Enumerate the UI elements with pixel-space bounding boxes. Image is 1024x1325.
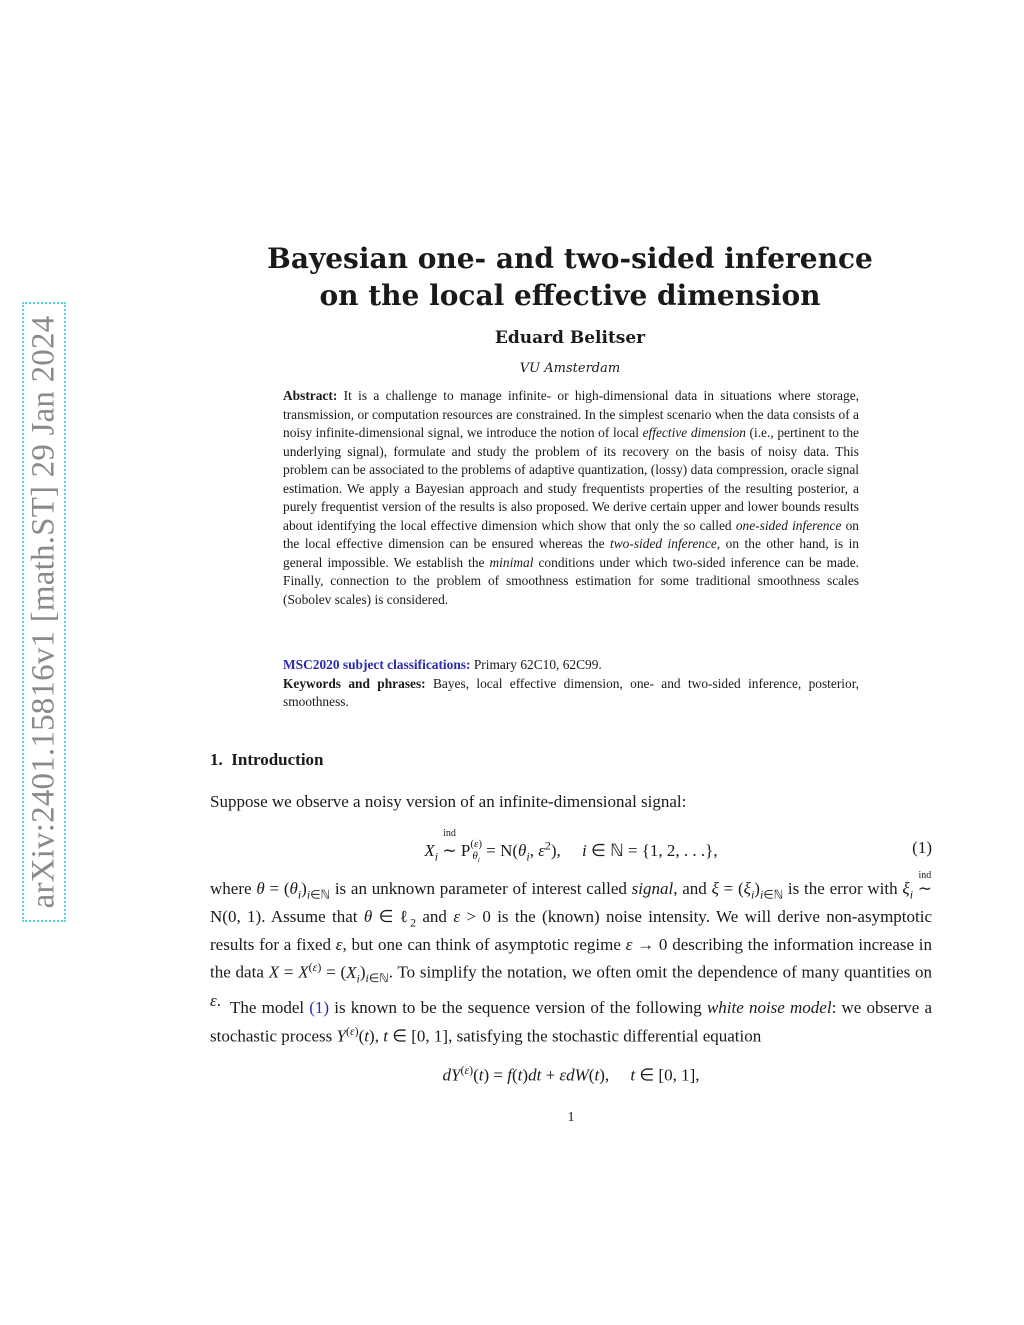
white-noise-model-term: white noise model <box>706 998 832 1017</box>
abstract-text-3: on the local effective dimension can be ensured whereas the <box>283 517 859 551</box>
abstract-text-5: conditions under which two-sided inference can be made. Finally, connection to the problem of smoothness estimation for some traditional smoothness scales (Sobolev scales) is considered. <box>283 554 859 607</box>
intro-paragraph-3: The model (1) is known to be the sequence version of the following white noise model: we observe a stochastic process $Y^{(\varepsilon)}(t)$, t ∈ [0, 1], satisfying the stochastic differential equation <box>210 998 933 1046</box>
abstract-text-2: (i.e., pertinent to the underlying signal), formulate and study the problem of its recovery on the basis of noisy data. This problem can be associated to the problems of adaptive quantization, (lossy) data compression, oracle signal estimation. We apply a Bayesian approach and study frequentists properties of the resulting posterior, a purely frequentist version of the results is also proposed. We derive certain upper and lower bounds results about identifying the local effective dimension which show that only the so called <box>283 425 859 533</box>
author-name: Eduard Belitser <box>494 328 646 348</box>
title-line-1: Bayesian one- and two-sided inference <box>267 242 873 275</box>
abstract-text-1: It is a challenge to manage infinite- or high-dimensional data in situations where storage, transmission, or computation resources are constrained. In the simplest scenario when the data consists of a noisy infinite-dimensional signal, we introduce the notion of local <box>283 388 859 440</box>
abstract-label: Abstract: <box>283 388 338 403</box>
p2-t3: is the error with <box>787 879 898 898</box>
abstract-emphasis-3: two-sided inference <box>610 536 717 551</box>
p2-t8: describing the information increase in the data <box>210 934 933 982</box>
keywords-label: Keywords and phrases: <box>283 675 426 691</box>
intro-paragraph-1: Suppose we observe a noisy version of an infinite-dimensional signal: <box>210 792 687 811</box>
p2-t5: and <box>422 906 447 926</box>
title-line-2: on the local effective dimension <box>319 279 821 312</box>
arxiv-identifier: arXiv:2401.15816v1 [math.ST] 29 Jan 2024 <box>25 315 62 909</box>
ind-label-2: ind <box>918 870 932 881</box>
paper-title <box>210 240 930 314</box>
p3-a: The model <box>230 998 305 1017</box>
equation-2-body: $dY^{(\varepsilon)}(t) = f(t)dt + \varepsilon dW(t)$, t ∈ [0, 1], <box>442 1063 700 1085</box>
keywords-value: Bayes, local effective dimension, one- and two-sided inference, posterior, smoothness. <box>283 675 859 709</box>
p2-t1: is an unknown parameter of interest called <box>334 879 627 898</box>
equation-2 <box>210 1063 932 1086</box>
section-number: 1. <box>210 750 223 769</box>
abstract-emphasis-4: minimal <box>489 554 534 570</box>
p2-t2: , and <box>673 879 707 898</box>
p2-t6: is the (known) noise intensity. We will derive non-asymptotic results for a fixed <box>210 906 933 954</box>
p2-t9: . To simplify the notation, we often omit the dependence of many quantities on <box>388 962 933 982</box>
abstract-text-4: , on the other hand, is in general impossible. We establish the <box>283 536 859 570</box>
section-heading <box>210 750 324 770</box>
ind-label: ind <box>443 828 456 839</box>
p3-c: : we observe a stochastic process <box>210 998 933 1046</box>
msc-value: Primary 62C10, 62C99. <box>473 657 602 672</box>
intro-paragraph-2: where $\theta = (\theta_i)_{i\in ℕ}$ is an unknown parameter of interest called signal, and $\xi = (\xi_i)_{i\in ℕ}$ is the error with $\xi_i$ ∼ ind N(0, 1). Assume that θ ∈ ℓ$_2$ and ε > 0 is the (known) noise intensity. We will derive non-asymptotic results for a fixed ε, but one can think of asymptotic regime ε → 0 describing the information increase in the data $X = X^{(\varepsilon)} = (X_i)_{i\in ℕ}$. To simplify the notation, we often omit the dependence of many quantities on ε. <box>210 878 932 1012</box>
affiliation: VU Amsterdam <box>519 361 621 376</box>
p3-d: , satisfying the stochastic differential equation <box>448 1026 762 1046</box>
p3-b: is known to be the sequence version of the following <box>334 998 702 1017</box>
abstract-emphasis-2: one-sided inference <box>735 517 842 533</box>
equation-1-number: (1) <box>912 838 932 857</box>
p2-t7: , but one can think of asymptotic regime <box>342 934 621 954</box>
keywords-line <box>283 675 859 712</box>
p2-t4: . Assume that <box>261 906 358 926</box>
equation-1-body: $X_i$ ∼ ind P (ε) $\theta_i$ = $N(\theta_i$, $\varepsilon^2$), i ∈ ℕ = {1, 2, . . .}, <box>424 828 718 865</box>
classification-block <box>283 656 859 712</box>
equation-1 <box>210 828 932 866</box>
msc-line <box>283 656 859 675</box>
page-number: 1 <box>567 1110 575 1125</box>
section-title: Introduction <box>231 750 324 769</box>
arxiv-sidebar <box>22 302 66 922</box>
abstract <box>283 387 859 609</box>
msc-link[interactable]: MSC2020 subject classifications: <box>283 657 471 672</box>
abstract-emphasis-1: effective dimension <box>642 425 746 440</box>
signal-term: signal <box>631 879 674 898</box>
equation-1-ref[interactable]: (1) <box>309 998 330 1017</box>
p2-t0: where <box>210 879 252 898</box>
